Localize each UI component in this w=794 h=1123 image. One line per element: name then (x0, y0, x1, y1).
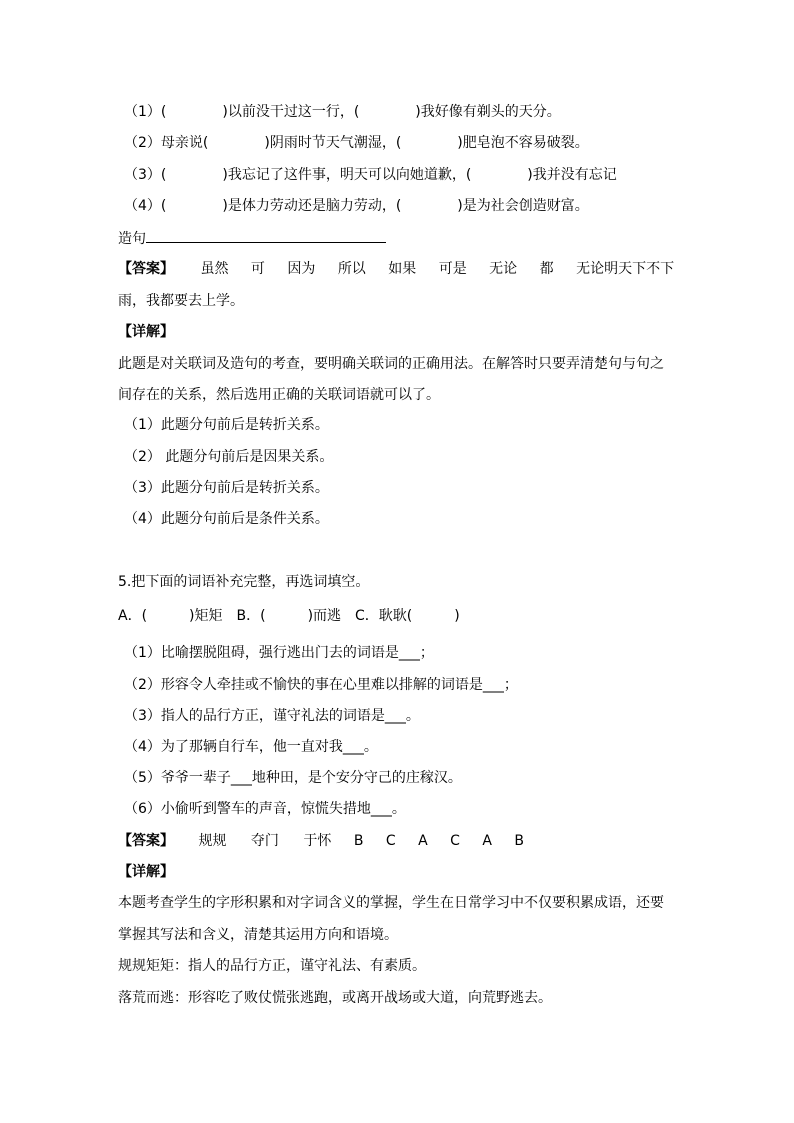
detail-label: 【详解】 (118, 864, 174, 880)
q4-detail-p1: 此题是对关联词及造句的考查，要明确关联词的正确用法。在解答时只要弄清楚句与句之 (118, 356, 664, 372)
q5-answer-line (118, 831, 524, 851)
q4-explanation-1: （1）此题分句前后是转折关系。 (124, 417, 329, 433)
answer-word: B (353, 833, 364, 849)
q4-answer-line-2: 雨，我都要去上学。 (118, 293, 244, 309)
q5-title: 5.把下面的词语补充完整，再选词填空。 (118, 574, 370, 590)
answer-word: 无论明天下不下 (576, 261, 675, 277)
answer-word: 可是 (438, 261, 467, 277)
detail-label: 【详解】 (118, 324, 174, 340)
answer-word: 虽然 (200, 261, 229, 277)
answer-word: 于怀 (303, 833, 332, 849)
sentence-blank (146, 228, 386, 243)
q5-detail-p1: 本题考查学生的字形积累和对字词含义的掌握，学生在日常学习中不仅要积累成语，还要 (118, 895, 664, 911)
q5-definition-2: 落荒而逃：形容吃了败仗慌张逃跑，或离开战场或大道，向荒野逃去。 (118, 990, 552, 1006)
answer-word: 规规 (198, 833, 227, 849)
q4-answer-line (118, 259, 674, 279)
answer-word: 都 (539, 261, 554, 277)
q5-detail-p2: 掌握其写法和含义，清楚其运用方向和语境。 (118, 927, 398, 943)
answer-label: 【答案】 (118, 833, 174, 849)
q5-options: A．( )矩矩 B．( )而逃 C．耿耿( ) (118, 608, 460, 624)
q5-item-3: （3）指人的品行方正，谨守礼法的词语是___。 (124, 708, 420, 724)
answer-word: 所以 (337, 261, 366, 277)
answer-word: A (418, 833, 428, 849)
q4-item-3: （3）( )我忘记了这件事，明天可以向她道歉，( )我并没有忘记 (124, 167, 617, 183)
q5-item-1: （1）比喻摆脱阻碍，强行逃出门去的词语是___； (124, 645, 434, 661)
q5-item-5: （5）爷爷一辈子___地种田，是个安分守己的庄稼汉。 (124, 770, 462, 786)
answer-label: 【答案】 (118, 261, 174, 277)
answer-word: 因为 (287, 261, 316, 277)
q4-item-1: （1）( )以前没干过这一行，( )我好像有剃头的天分。 (124, 104, 561, 120)
q5-item-6: （6）小偷听到警车的声音，惊慌失措地___。 (124, 801, 406, 817)
answer-word: A (482, 833, 492, 849)
answer-word: C (385, 833, 396, 849)
q4-item-2: （2）母亲说( )阴雨时节天气潮湿，( )肥皂泡不容易破裂。 (124, 135, 589, 151)
answer-word: 如果 (388, 261, 417, 277)
answer-word: B (514, 833, 525, 849)
q5-item-2: （2）形容令人牵挂或不愉快的事在心里难以排解的词语是___； (124, 677, 518, 693)
answer-word: 无论 (489, 261, 518, 277)
q4-explanation-4: （4）此题分句前后是条件关系。 (124, 511, 329, 527)
q4-item-4: （4）( )是体力劳动还是脑力劳动，( )是为社会创造财富。 (124, 198, 589, 214)
q5-definition-1: 规规矩矩：指人的品行方正，谨守礼法、有素质。 (118, 958, 426, 974)
answer-word: 可 (250, 261, 265, 277)
answer-word: C (450, 833, 460, 849)
q4-detail-p2: 间存在的关系，然后选用正确的关联词语就可以了。 (118, 387, 440, 403)
q4-explanation-2: （2） 此题分句前后是因果关系。 (124, 449, 334, 465)
answer-word: 夺门 (250, 833, 279, 849)
sentence-line (118, 228, 386, 249)
sentence-label: 造句 (118, 231, 146, 247)
q4-explanation-3: （3）此题分句前后是转折关系。 (124, 480, 329, 496)
q5-item-4: （4）为了那辆自行车，他一直对我___。 (124, 739, 378, 755)
